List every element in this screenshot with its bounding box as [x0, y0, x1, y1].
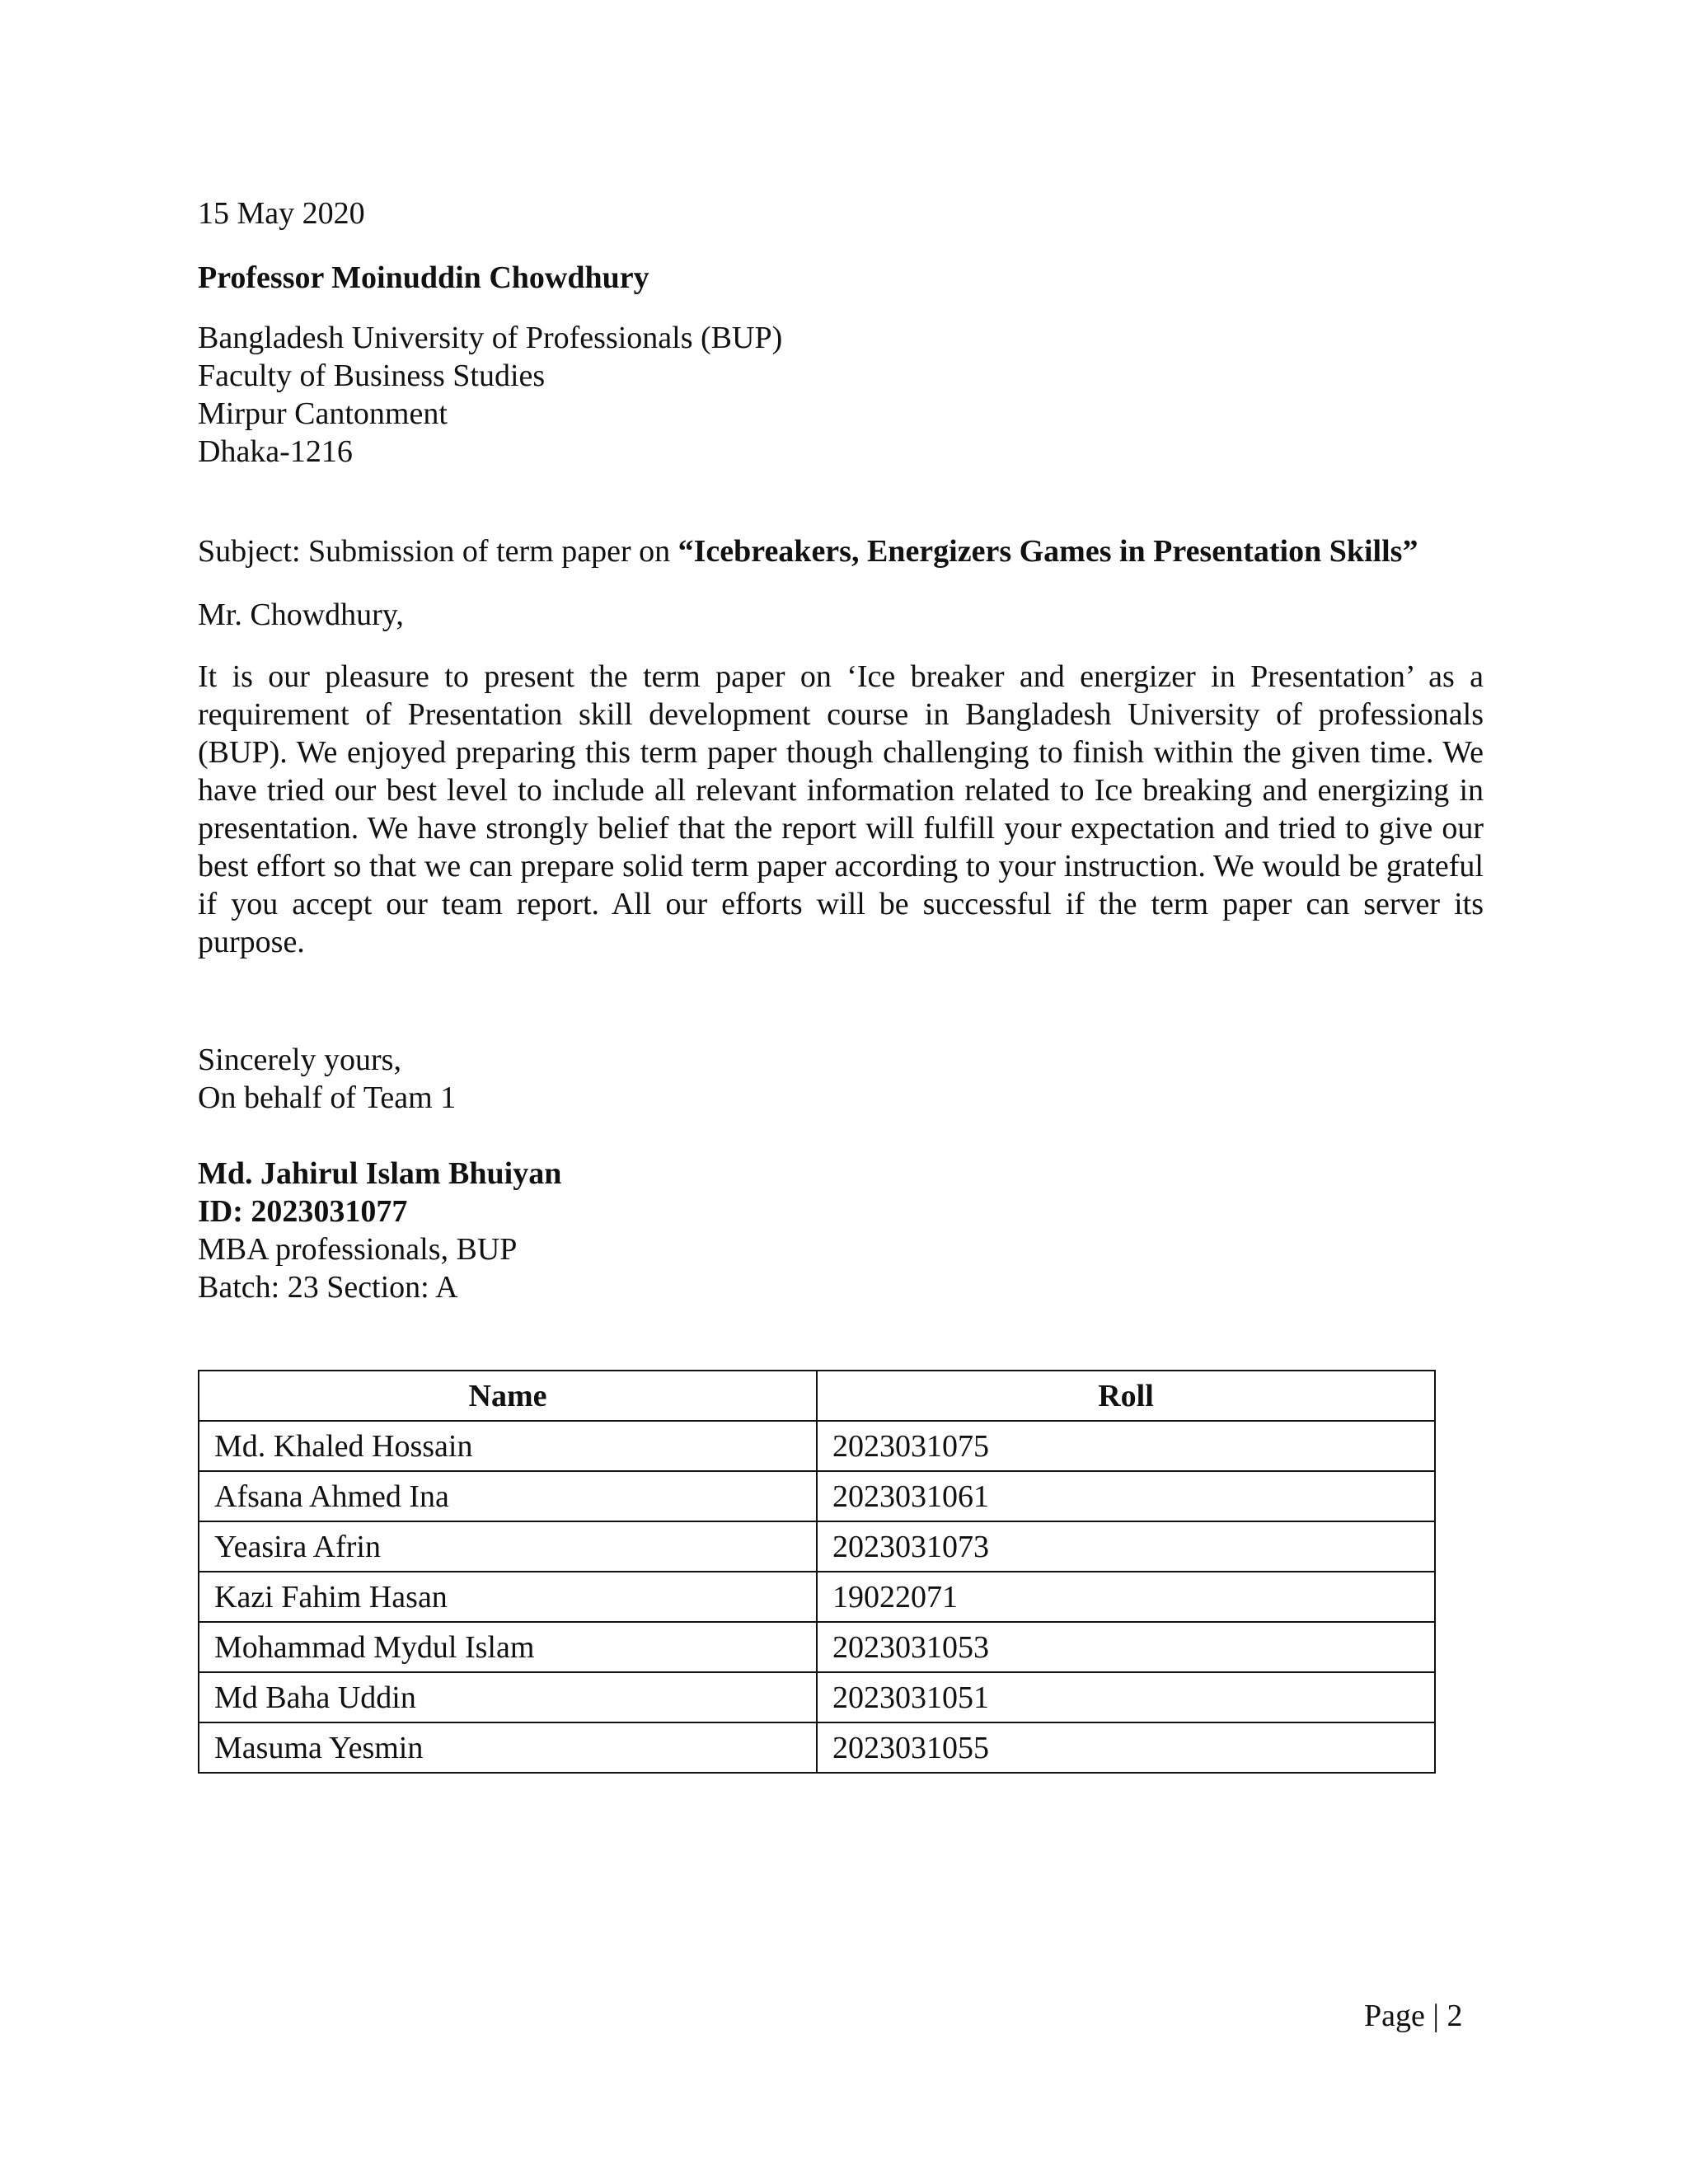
page-number: Page | 2 — [1364, 1999, 1463, 2033]
member-roll: 2023031061 — [817, 1471, 1435, 1521]
recipient-address — [198, 319, 782, 471]
column-header-name: Name — [199, 1371, 817, 1421]
signer-batch: Batch: 23 Section: A — [198, 1270, 458, 1305]
subject-prefix: Subject: Submission of term paper on — [198, 534, 678, 569]
table-row — [199, 1672, 1435, 1722]
signer-block — [198, 1155, 561, 1306]
closing-line: Sincerely yours, — [198, 1043, 401, 1077]
member-roll: 2023031073 — [817, 1521, 1435, 1572]
address-line: Faculty of Business Studies — [198, 359, 546, 393]
table-row — [199, 1622, 1435, 1672]
subject-line — [198, 532, 1484, 570]
member-name: Kazi Fahim Hasan — [199, 1572, 817, 1622]
member-name: Masuma Yesmin — [199, 1722, 817, 1773]
salutation: Mr. Chowdhury, — [198, 598, 404, 632]
column-header-roll: Roll — [817, 1371, 1435, 1421]
closing — [198, 1041, 456, 1117]
table-row — [199, 1722, 1435, 1773]
member-roll: 2023031053 — [817, 1622, 1435, 1672]
address-line: Mirpur Cantonment — [198, 396, 448, 431]
member-name: Md Baha Uddin — [199, 1672, 817, 1722]
table-row — [199, 1521, 1435, 1572]
letter-date: 15 May 2020 — [198, 196, 365, 231]
letter-body: It is our pleasure to present the term paper on ‘Ice breaker and energizer in Presentation’ as a requirement of Presentation skill development course in Bangladesh University of professionals (BUP). We enjoyed preparing this term paper though challenging to finish within the given time. We have tried our best level to include all relevant information related to Ice breaking and energizing in presentation. We have strongly belief that the report will fulfill your expectation and tried to give our best effort so that we can prepare solid term paper according to your instruction. We would be grateful if you accept our team report. All our efforts will be successful if the term paper can server its purpose. — [198, 659, 1484, 959]
address-line: Bangladesh University of Professionals (BUP) — [198, 321, 783, 355]
member-roll: 19022071 — [817, 1572, 1435, 1622]
closing-line: On behalf of Team 1 — [198, 1080, 457, 1115]
subject-title: “Icebreakers, Energizers Games in Presentation Skills” — [678, 534, 1418, 569]
member-name: Md. Khaled Hossain — [199, 1421, 817, 1471]
signer-name: Md. Jahirul Islam Bhuiyan — [198, 1156, 562, 1191]
table-row — [199, 1421, 1435, 1471]
address-line: Dhaka-1216 — [198, 434, 353, 469]
team-members-table — [198, 1370, 1436, 1774]
recipient-name: Professor Moinuddin Chowdhury — [198, 260, 649, 295]
member-name: Afsana Ahmed Ina — [199, 1471, 817, 1521]
member-roll: 2023031075 — [817, 1421, 1435, 1471]
member-name: Yeasira Afrin — [199, 1521, 817, 1572]
table-header-row — [199, 1371, 1435, 1421]
signer-id: ID: 2023031077 — [198, 1194, 408, 1229]
member-name: Mohammad Mydul Islam — [199, 1622, 817, 1672]
table-row — [199, 1572, 1435, 1622]
table-row — [199, 1471, 1435, 1521]
signer-program: MBA professionals, BUP — [198, 1232, 518, 1267]
member-roll: 2023031051 — [817, 1672, 1435, 1722]
member-roll: 2023031055 — [817, 1722, 1435, 1773]
